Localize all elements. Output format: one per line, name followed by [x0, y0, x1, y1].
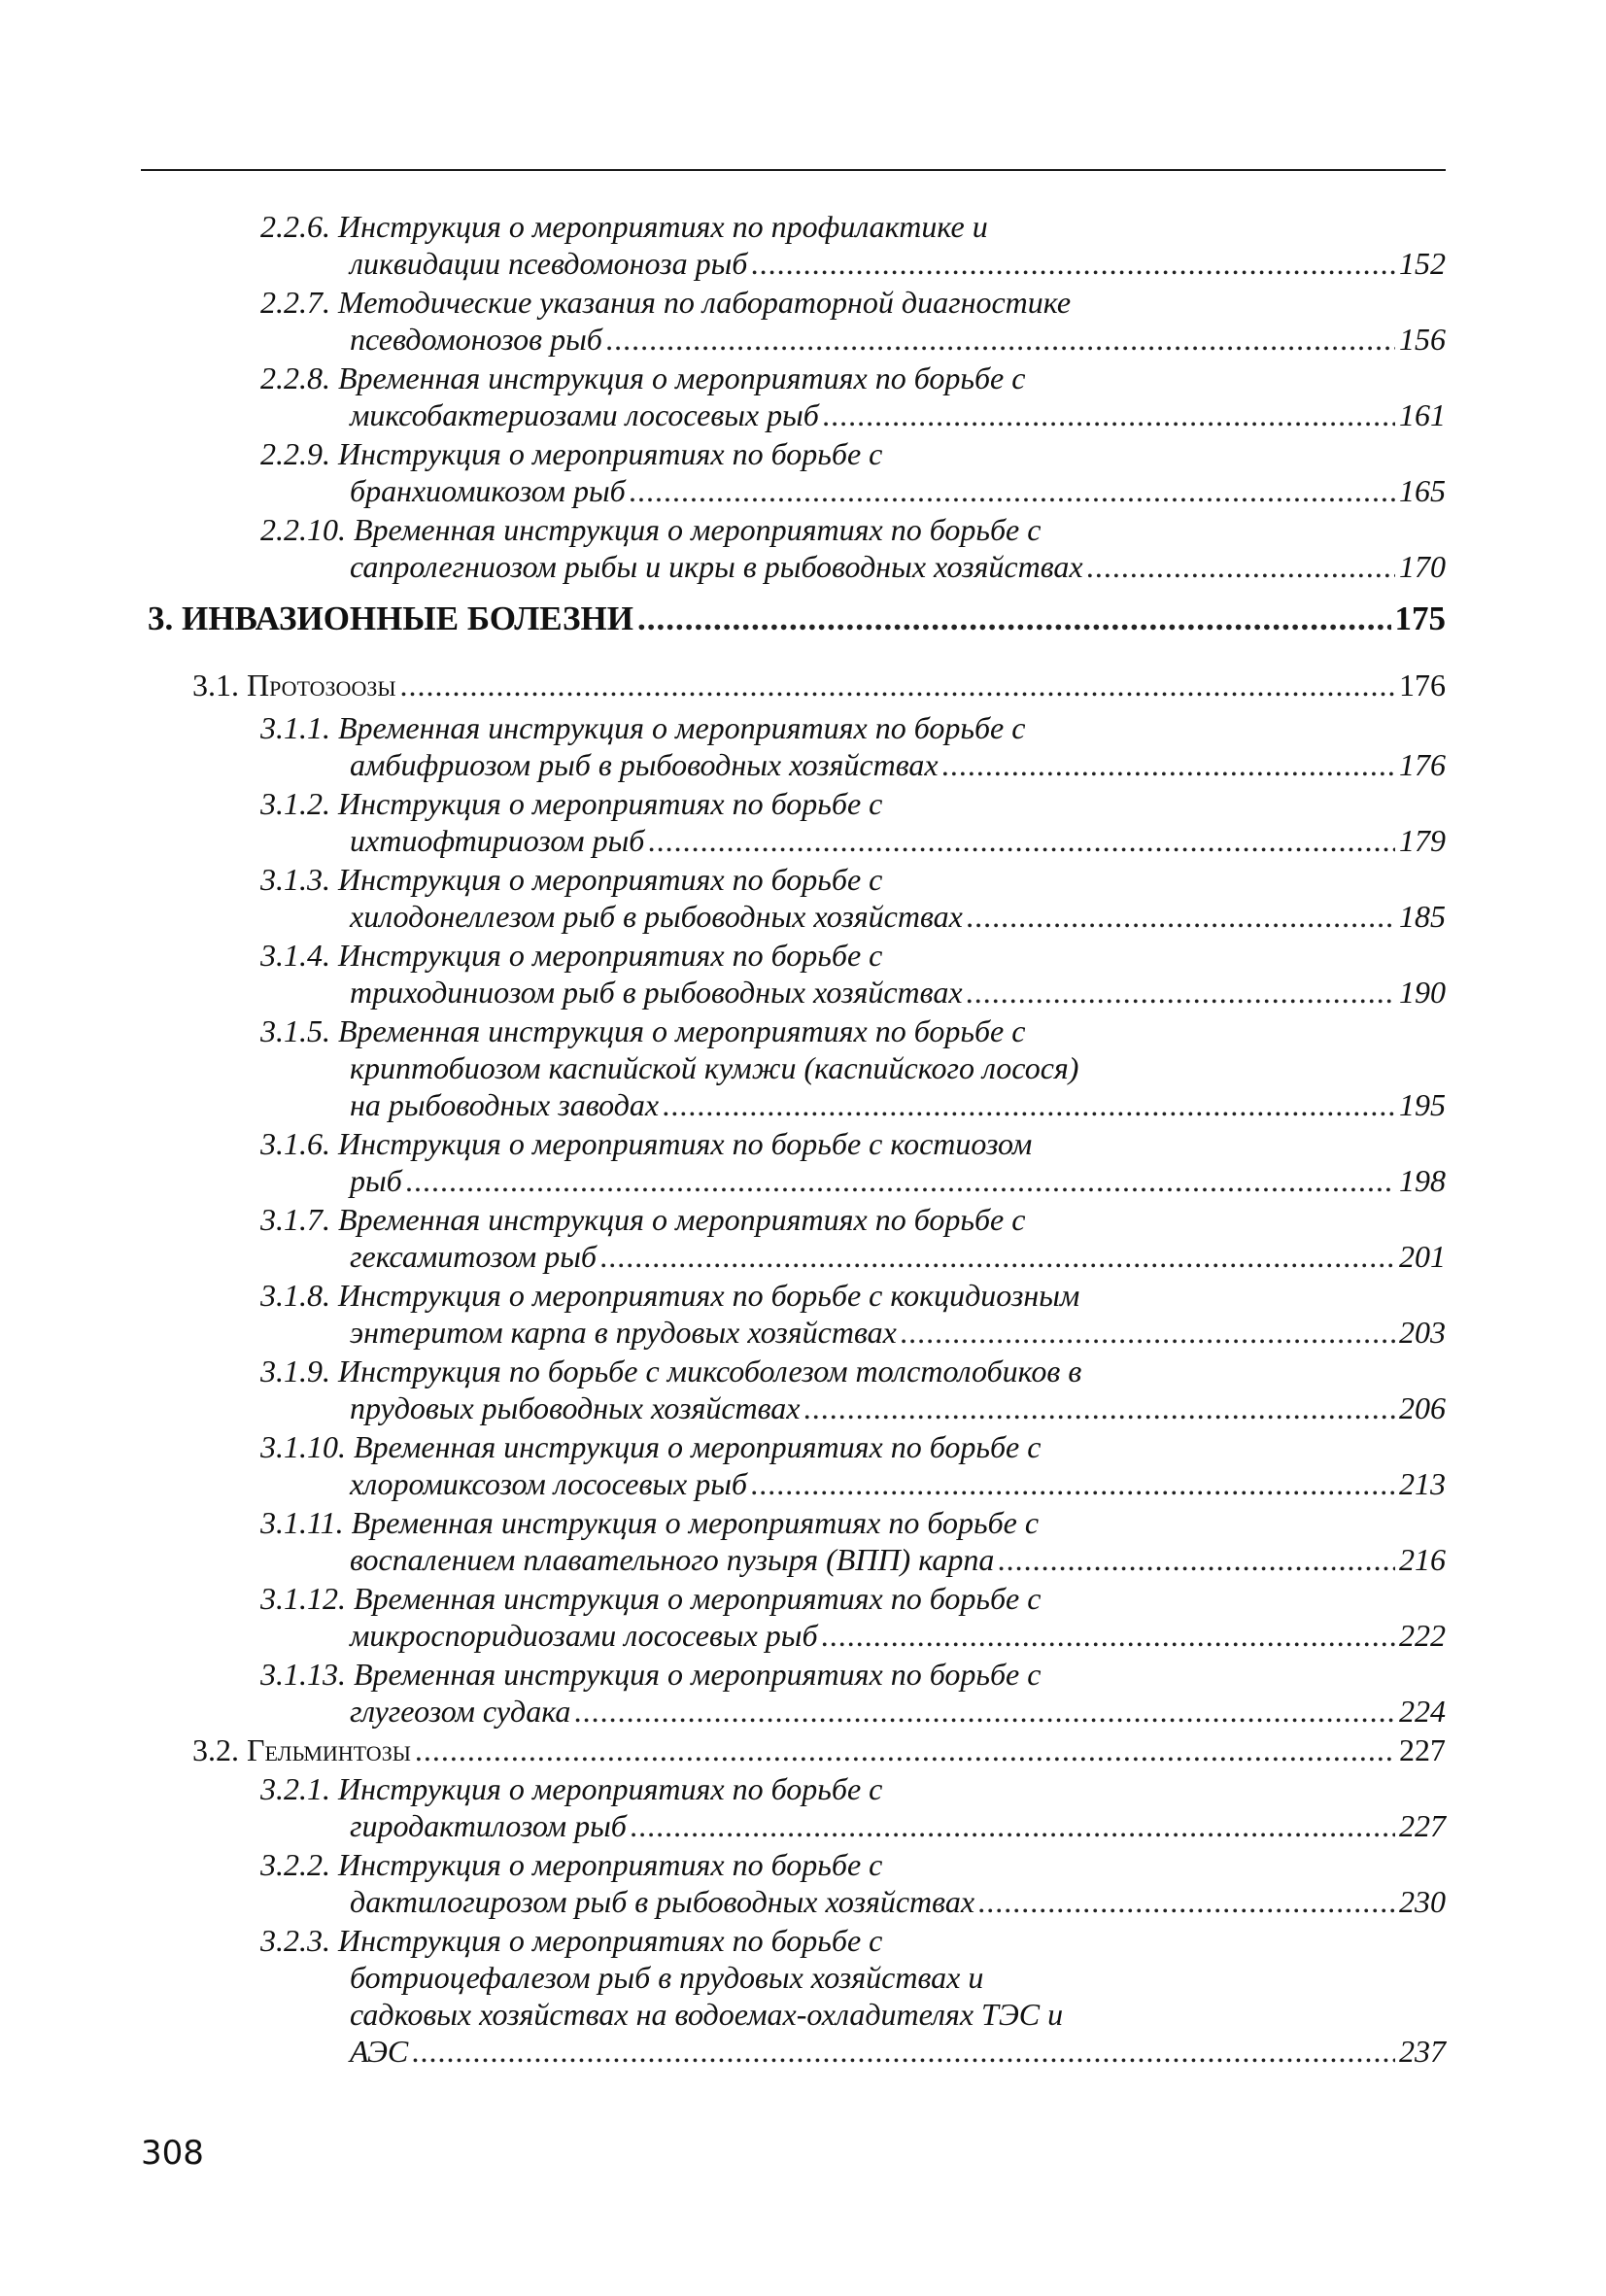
leader-dots	[978, 1883, 1395, 1920]
leader-dots	[400, 667, 1395, 703]
page-number: 308	[141, 2134, 204, 2173]
toc-entry-page: 190	[1399, 975, 1446, 1010]
toc-entry-title-cont: гексамитозом рыб	[350, 1239, 597, 1274]
toc-entry-title: Временная инструкция о мероприятиях по борьбе с	[338, 1013, 1026, 1048]
toc-entry-number: 2.2.7.	[260, 285, 330, 320]
toc-entry-page: 224	[1399, 1694, 1446, 1729]
toc-entry-title: Инструкция о мероприятиях по борьбе с	[338, 786, 883, 821]
toc-entry-title: Временная инструкция о мероприятиях по борьбе с	[351, 1505, 1040, 1540]
toc-entry-title-cont: сапролегниозом рыбы и икры в рыбоводных хозяйствах	[350, 549, 1083, 584]
toc-entry-title-cont: глугеозом судака	[350, 1694, 571, 1729]
leader-dots	[942, 746, 1395, 783]
section-name: Протозоозы	[247, 668, 396, 703]
leader-dots	[998, 1541, 1395, 1578]
toc-entry-title-cont: дактилогирозом рыб в рыбоводных хозяйствах	[350, 1884, 975, 1919]
toc-entry-title: Временная инструкция о мероприятиях по борьбе с	[354, 1657, 1042, 1692]
toc-entry-title-cont: ликвидации псевдомоноза рыб	[350, 246, 748, 281]
toc-entry-page: 161	[1399, 397, 1446, 432]
toc-entry-title: Методические указания по лабораторной диагностике	[338, 285, 1072, 320]
toc-entry-first-line	[260, 1504, 1039, 1541]
toc-entry-title: Временная инструкция о мероприятиях по борьбе с	[338, 360, 1026, 395]
chapter-title: 3. ИНВАЗИОННЫЕ БОЛЕЗНИ	[148, 600, 633, 637]
toc-entry-title-cont: воспалением плавательного пузыря (ВПП) карпа	[350, 1542, 995, 1577]
toc-entry-first-line	[260, 284, 1071, 321]
toc-entry-page: 213	[1399, 1466, 1446, 1501]
section-page: 227	[1399, 1732, 1446, 1767]
toc-entry-number: 3.2.2.	[260, 1847, 330, 1882]
toc-entry-first-line	[260, 1922, 882, 1959]
toc-entry-number: 3.1.1.	[260, 710, 330, 745]
toc-entry-first-line	[260, 1428, 1041, 1465]
leader-dots	[637, 600, 1391, 637]
toc-entry-first-line	[260, 785, 882, 822]
toc-entry-title-cont: на рыбоводных заводах	[350, 1087, 660, 1122]
toc-entry-title: Инструкция о мероприятиях по борьбе с	[338, 1847, 883, 1882]
toc-entry-title: Временная инструкция о мероприятиях по борьбе с	[354, 1429, 1042, 1464]
leader-dots	[751, 1465, 1395, 1502]
toc-entry-title: Временная инструкция о мероприятиях по борьбе с	[338, 710, 1026, 745]
toc-entry-title: Временная инструкция о мероприятиях по борьбе с	[354, 512, 1042, 547]
toc-entry-number: 3.1.6.	[260, 1126, 330, 1161]
toc-entry-number: 3.1.9.	[260, 1354, 330, 1388]
toc-entry-first-line	[260, 1201, 1025, 1238]
toc-entry-title-cont: АЭС	[350, 2034, 409, 2069]
toc-entry-first-line	[260, 1656, 1041, 1693]
toc-entry-page: 201	[1399, 1239, 1446, 1274]
toc-entry-title: Инструкция о мероприятиях по борьбе с	[338, 436, 883, 471]
toc-entry-number: 3.1.12.	[260, 1581, 346, 1616]
toc-entry-title-cont: энтеритом карпа в прудовых хозяйствах	[350, 1315, 897, 1350]
section-title	[192, 1731, 411, 1768]
toc-entry-title: Инструкция о мероприятиях по борьбе с	[338, 862, 883, 897]
toc-entry-title-cont: ихтиофтириозом рыб	[350, 823, 645, 858]
toc-entry-title-cont: псевдомонозов рыб	[350, 322, 602, 357]
toc-entry-first-line	[260, 1846, 882, 1883]
toc-entry-title-cont: хилодонеллезом рыб в рыбоводных хозяйствах	[350, 899, 963, 934]
section-name: Гельминтозы	[247, 1732, 411, 1767]
toc-entry-page: 198	[1399, 1163, 1446, 1198]
toc-entry-first-line	[260, 1580, 1041, 1617]
toc-entry-number: 3.1.8.	[260, 1278, 330, 1313]
toc-entry-title-cont: гиродактилозом рыб	[350, 1808, 627, 1843]
leader-dots	[822, 1617, 1395, 1654]
leader-dots	[823, 396, 1395, 433]
leader-dots	[648, 822, 1395, 859]
toc-entry-title-cont: микроспоридиозами лососевых рыб	[350, 1618, 818, 1653]
toc-entry-first-line	[260, 1770, 882, 1807]
toc-entry-title-cont: амбифриозом рыб в рыбоводных хозяйствах	[350, 747, 939, 782]
section-number: 3.1.	[192, 668, 239, 703]
toc-entry-number: 3.1.4.	[260, 938, 330, 973]
toc-entry-first-line	[260, 435, 882, 472]
toc-entry-number: 3.1.11.	[260, 1505, 344, 1540]
toc-entry-number: 3.2.3.	[260, 1923, 330, 1958]
toc-entry-title: Инструкция по борьбе с миксоболезом толстолобиков в	[338, 1354, 1082, 1388]
leader-dots	[600, 1238, 1395, 1275]
toc-entry-title-cont: прудовых рыбоводных хозяйствах	[350, 1390, 801, 1425]
toc-entry-first-line	[260, 511, 1041, 548]
toc-entry-number: 3.1.2.	[260, 786, 330, 821]
toc-entry-first-line	[260, 360, 1025, 396]
toc-entry-page: 165	[1399, 473, 1446, 508]
toc-entry-title: Инструкция о мероприятиях по борьбе с костиозом	[338, 1126, 1033, 1161]
toc-entry-page: 179	[1399, 823, 1446, 858]
leader-dots	[967, 974, 1395, 1011]
section-number: 3.2.	[192, 1732, 239, 1767]
leader-dots	[1087, 548, 1395, 585]
toc-entry-title: Инструкция о мероприятиях по борьбе с кокцидиозным	[338, 1278, 1080, 1313]
toc-entry-number: 2.2.10.	[260, 512, 346, 547]
section-page: 176	[1399, 668, 1446, 703]
toc-entry-number: 3.2.1.	[260, 1771, 330, 1806]
toc-entry-title: Инструкция о мероприятиях по профилактике и	[338, 209, 988, 244]
toc-entry-title-cont: триходиниозом рыб в рыбоводных хозяйствах	[350, 975, 963, 1010]
toc-entry-title: Инструкция о мероприятиях по борьбе с	[338, 938, 883, 973]
leader-dots	[406, 1162, 1395, 1199]
toc-entry-page: 227	[1399, 1808, 1446, 1843]
leader-dots	[751, 245, 1395, 282]
toc-entry-page: 156	[1399, 322, 1446, 357]
toc-entry-number: 3.1.10.	[260, 1429, 346, 1464]
toc-entry-number: 2.2.9.	[260, 436, 330, 471]
toc-entry-page: 195	[1399, 1087, 1446, 1122]
toc-entry-page: 222	[1399, 1618, 1446, 1653]
toc-entry-number: 3.1.5.	[260, 1013, 330, 1048]
toc-entry-number: 3.1.7.	[260, 1202, 330, 1237]
leader-dots	[663, 1086, 1395, 1123]
toc-entry-first-line	[260, 1277, 1079, 1314]
leader-dots	[631, 1807, 1395, 1844]
leader-dots	[574, 1693, 1395, 1730]
section-title	[192, 667, 396, 703]
leader-dots	[606, 321, 1395, 358]
toc-entry-title-cont: рыб	[350, 1163, 402, 1198]
toc-entry-number: 3.1.3.	[260, 862, 330, 897]
toc-entry-page: 237	[1399, 2034, 1446, 2069]
toc-entry-page: 176	[1399, 747, 1446, 782]
toc-entry-title-cont: хлоромиксозом лососевых рыб	[350, 1466, 748, 1501]
toc-entry-first-line	[260, 861, 882, 898]
toc-entry-title-cont: миксобактериозами лососевых рыб	[350, 397, 819, 432]
toc-entry-first-line	[260, 208, 988, 245]
leader-dots	[412, 2033, 1395, 2070]
toc-entry-page: 206	[1399, 1390, 1446, 1425]
toc-entry-page: 230	[1399, 1884, 1446, 1919]
leader-dots	[415, 1731, 1395, 1768]
toc-entry-first-line	[260, 709, 1025, 746]
toc-entry-title-cont: бранхиомикозом рыб	[350, 473, 626, 508]
toc-entry-title: Временная инструкция о мероприятиях по борьбе с	[338, 1202, 1026, 1237]
chapter-page: 175	[1394, 600, 1446, 637]
toc-entry-page: 152	[1399, 246, 1446, 281]
leader-dots	[630, 472, 1395, 509]
toc-entry-number: 3.1.13.	[260, 1657, 346, 1692]
toc-entry-page: 185	[1399, 899, 1446, 934]
leader-dots	[967, 898, 1395, 935]
toc-entry-page: 216	[1399, 1542, 1446, 1577]
toc-entry-number: 2.2.6.	[260, 209, 330, 244]
toc-entry-page: 170	[1399, 549, 1446, 584]
toc-entry-title: Инструкция о мероприятиях по борьбе с	[338, 1923, 883, 1958]
toc-entry-page: 203	[1399, 1315, 1446, 1350]
toc-entry-title: Временная инструкция о мероприятиях по борьбе с	[354, 1581, 1042, 1616]
toc-entry-first-line	[260, 1012, 1025, 1049]
toc-entry-third-line: садковых хозяйствах на водоемах-охладителях ТЭС и	[350, 1997, 1064, 2032]
toc-entry-first-line	[260, 937, 882, 974]
toc-entry-number: 2.2.8.	[260, 360, 330, 395]
toc-entry-title: Инструкция о мероприятиях по борьбе с	[338, 1771, 883, 1806]
leader-dots	[804, 1389, 1396, 1426]
toc-entry-first-line	[260, 1353, 1081, 1389]
toc-entry-second-line: криптобиозом каспийской кумжи (каспийского лосося)	[350, 1050, 1079, 1085]
toc-entry-first-line	[260, 1125, 1032, 1162]
toc-entry-second-line: ботриоцефалезом рыб в прудовых хозяйствах и	[350, 1960, 984, 1995]
leader-dots	[901, 1314, 1395, 1351]
